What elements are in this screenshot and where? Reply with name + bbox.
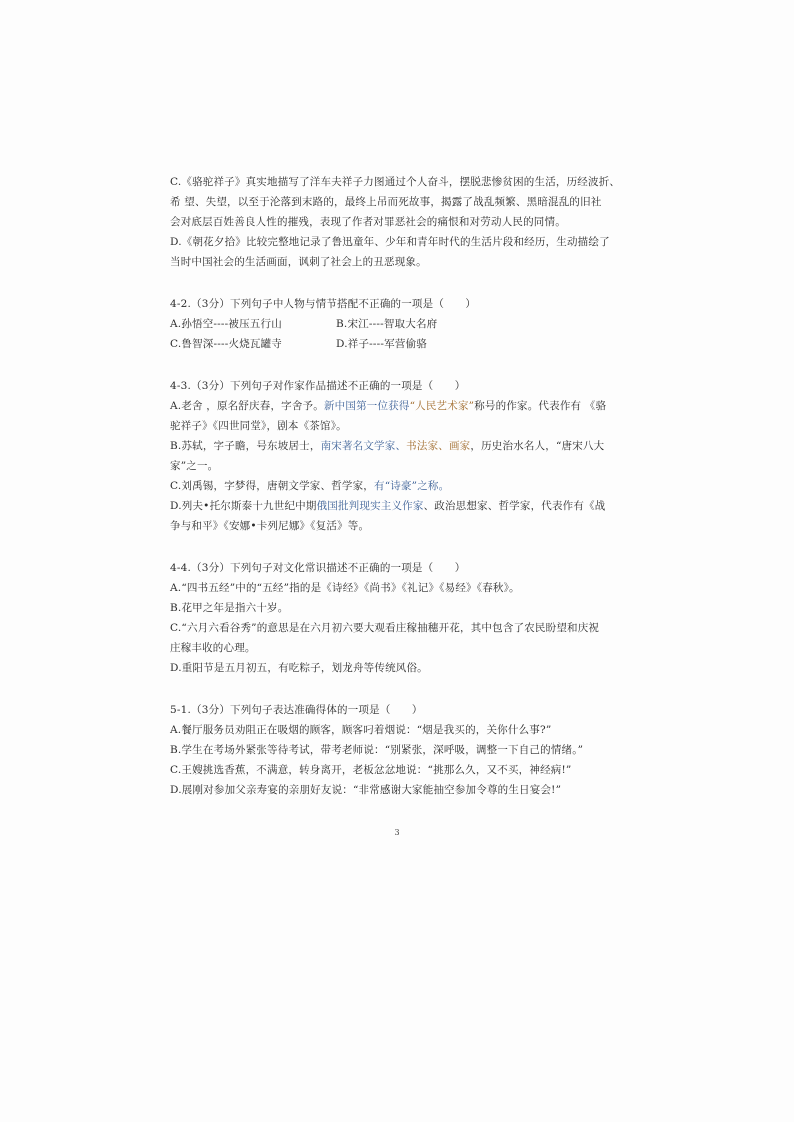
- option-c-line-3: 会对底层百姓善良人性的摧残，表现了作者对罪恶社会的痛恨和对劳动人民的同情。: [170, 216, 566, 228]
- option-b-line-1: [170, 436, 632, 456]
- option-a-text: A.老舍 ，原名舒庆春，字舍予。: [170, 400, 324, 412]
- option-b: B.宋江----智取大名府: [336, 318, 438, 330]
- option-a-line-1: [170, 396, 632, 416]
- option-c-line-1: C.《骆驼祥子》真实地描写了洋车夫祥子力图通过个人奋斗，摆脱悲惨贫困的生活，历经波折、: [170, 176, 621, 188]
- option-a-highlight-title: “人民艺术家”: [409, 400, 475, 412]
- option-b-highlight: 南宋著名文学家、: [320, 440, 407, 452]
- option-d-line-1: D.《朝花夕拾》比较完整地记录了鲁迅童年、少年和青年时代的生活片段和经历，生动描绘了: [170, 236, 610, 248]
- prev-question-options: [170, 172, 632, 272]
- option-b-text: B.苏轼，字子瞻，号东坡居士，: [170, 440, 321, 452]
- options-row-cd: [170, 334, 632, 354]
- options-row-ab: [170, 314, 632, 334]
- option-a-line-2: 驼祥子》《四世同堂》，剧本《茶馆》。: [170, 420, 347, 432]
- option-b: B.学生在考场外紧张等待考试，带考老师说：“别紧张，深呼吸，调整一下自己的情绪。”: [170, 744, 584, 756]
- option-b-text-end: ，历史治水名人，“唐宋八大: [470, 440, 605, 452]
- option-d: D.展刚对参加父亲寿宴的亲朋好友说：“非常感谢大家能抽空参加令尊的生日宴会!”: [170, 784, 562, 796]
- question-4-4: [170, 558, 632, 678]
- question-stem: 4-2.（3分）下列句子中人物与情节搭配不正确的一项是（ ）: [170, 298, 477, 310]
- option-c-text: C.刘禹锡，字梦得，唐朝文学家、哲学家，: [170, 480, 374, 492]
- option-d-line-1: [170, 496, 632, 516]
- question-stem: 4-3.（3分）下列句子对作家作品描述不正确的一项是（ ）: [170, 380, 466, 392]
- option-a: A.孙悟空----被压五行山: [170, 318, 282, 330]
- question-4-3: [170, 376, 632, 536]
- option-b-line-2: 家”之一。: [170, 460, 219, 472]
- option-d-line-2: 当时中国社会的生活画面，讽刺了社会上的丑恶现象。: [170, 256, 427, 268]
- option-c-line-1: C.“六月六看谷秀”的意思是在六月初六要大观看庄稼抽穗开花，其中包含了农民盼望和庆祝: [170, 622, 600, 634]
- option-a: A.“四书五经”中的“五经”指的是《诗经》《尚书》《礼记》《易经》《春秋》。: [170, 582, 520, 594]
- option-d-text-end: 、政治思想家、哲学家，代表作有《战: [423, 500, 606, 512]
- page-number: 3: [394, 828, 400, 837]
- option-c-highlight: 有“诗豪”之称。: [374, 480, 450, 492]
- option-a-text-end: 称号的作家。代表作有 《骆: [474, 400, 607, 412]
- question-5-1: [170, 700, 632, 800]
- option-a: A.餐厅服务员劝阻正在吸烟的顾客，顾客叼着烟说：“烟是我买的，关你什么事?”: [170, 724, 552, 736]
- option-a-highlight: 新中国第一位获得: [323, 400, 410, 412]
- option-b-highlight-arts: 书法家、画家: [406, 440, 471, 452]
- option-d: D.祥子----军营偷骆: [336, 338, 427, 350]
- option-d-line-2: 争与和平》《安娜•卡列尼娜》《复活》等。: [170, 520, 370, 532]
- page-content: [170, 172, 632, 800]
- option-d-text: D.列夫•托尔斯泰十九世纪中期: [170, 500, 317, 512]
- option-d-highlight: 俄国批判现实主义作家: [316, 500, 424, 512]
- question-4-2: [170, 294, 632, 354]
- option-c: C.鲁智深----火烧瓦罐寺: [170, 338, 282, 350]
- question-stem: 4-4.（3分）下列句子对文化常识描述不正确的一项是（ ）: [170, 562, 466, 574]
- option-c-line-2: 希 望、失望，以至于沦落到末路的，最终上吊而死故事，揭露了战乱频繁、黑暗混乱的旧社: [170, 196, 602, 208]
- option-c: C.王嫂挑选香蕉，不满意，转身离开，老板忿忿地说：“挑那么久，又不买，神经病!”: [170, 764, 572, 776]
- question-stem: 5-1.（3分）下列句子表达准确得体的一项是（ ）: [170, 704, 423, 716]
- option-c-line-2: 庄稼丰收的心理。: [170, 642, 256, 654]
- option-c-line: [170, 476, 632, 496]
- option-d: D.重阳节是五月初五，有吃粽子，划龙舟等传统风俗。: [170, 662, 428, 674]
- option-b: B.花甲之年是指六十岁。: [170, 602, 289, 614]
